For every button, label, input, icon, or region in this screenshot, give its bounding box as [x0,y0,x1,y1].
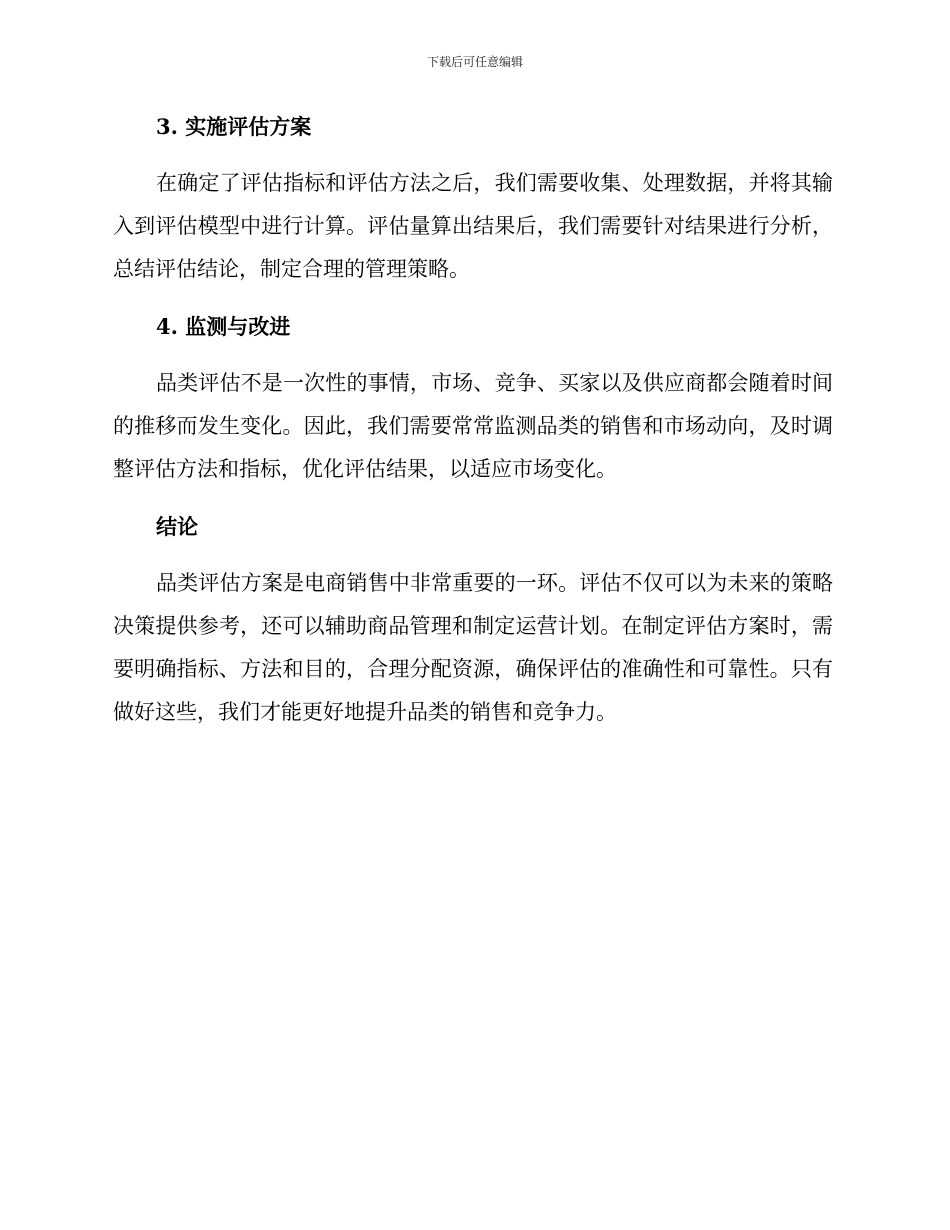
section-heading: 3. 实施评估方案 [156,114,312,139]
section-monitor-improve [113,308,833,508]
section-paragraph: 品类评估不是一次性的事情，市场、竞争、买家以及供应商都会随着时间的推移而发生变化。因此，我们需要常常监测品类的销售和市场动向，及时调整评估方法和指标，优化评估结果，以适应市场变化。 [113,371,833,481]
page-header-note: 下载后可任意编辑 [426,55,523,69]
section-conclusion [113,508,833,734]
document-body [113,108,833,734]
section-heading: 结论 [156,514,198,539]
section-paragraph: 在确定了评估指标和评估方法之后，我们需要收集、处理数据，并将其输入到评估模型中进行计算。评估量算出结果后，我们需要针对结果进行分析，总结评估结论，制定合理的管理策略。 [113,171,833,281]
section-implement-evaluation [113,108,833,308]
section-paragraph: 品类评估方案是电商销售中非常重要的一环。评估不仅可以为未来的策略决策提供参考，还可以辅助商品管理和制定运营计划。在制定评估方案时，需要明确指标、方法和目的，合理分配资源，确保评估的准确性和可靠性。只有做好这些，我们才能更好地提升品类的销售和竞争力。 [113,571,833,724]
section-heading: 4. 监测与改进 [156,314,291,339]
